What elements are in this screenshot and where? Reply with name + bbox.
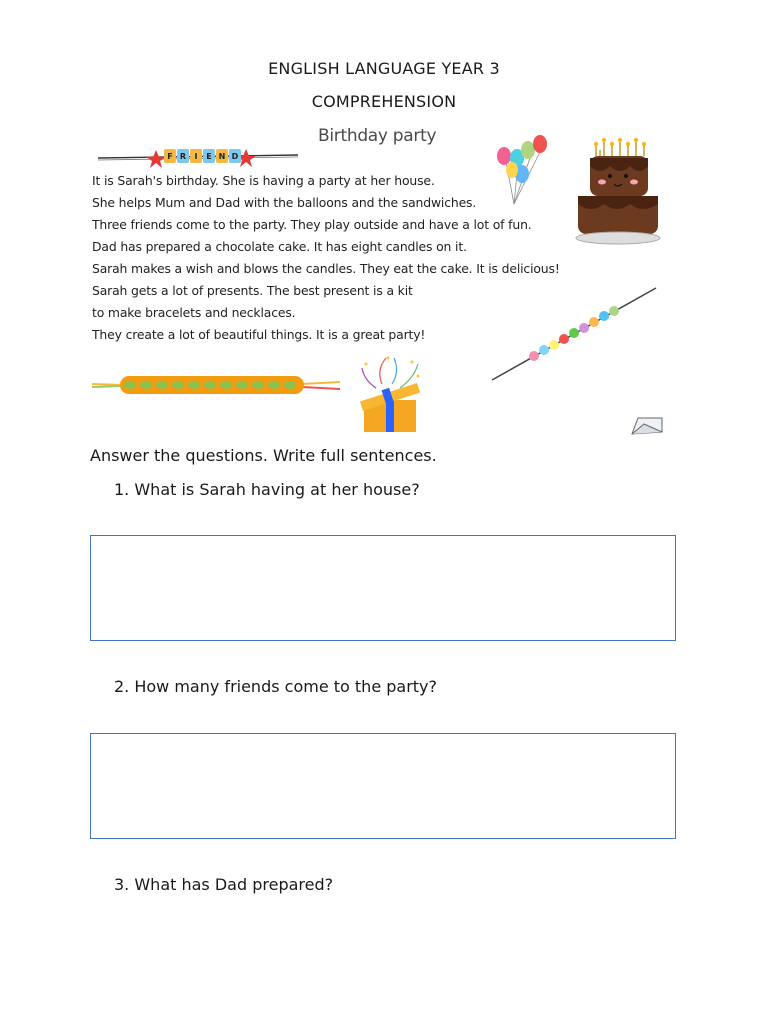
worksheet-title: ENGLISH LANGUAGE YEAR 3 [268, 59, 500, 78]
story-line: They create a lot of beautiful things. It is a great party! [92, 327, 426, 342]
bracelet-letter: I [194, 152, 198, 161]
answer-box-1[interactable] [90, 535, 676, 641]
story-line: Sarah makes a wish and blows the candles. They eat the cake. It is delicious! [92, 261, 560, 276]
bracelet-letter: D [231, 152, 239, 161]
braided-bracelet-illustration [92, 370, 342, 400]
gift-box-illustration [352, 354, 428, 434]
bracelet-letter: E [206, 152, 212, 161]
bracelet-letter: N [218, 152, 226, 161]
story-line: It is Sarah's birthday. She is having a party at her house. [92, 173, 435, 188]
bead-necklace-illustration [488, 284, 660, 384]
story-panel [88, 118, 668, 438]
worksheet-subtitle: COMPREHENSION [311, 92, 457, 111]
story-line: Three friends come to the party. They play outside and have a lot of fun. [92, 217, 532, 232]
chocolate-cake-illustration [574, 138, 662, 250]
question-2: 2. How many friends come to the party? [114, 677, 438, 696]
story-line: Sarah gets a lot of presents. The best present is a kit [92, 283, 413, 298]
instruction-text: Answer the questions. Write full sentences. [90, 446, 437, 465]
bracelet-letter: F [167, 152, 173, 161]
story-line: She helps Mum and Dad with the balloons and the sandwiches. [92, 195, 477, 210]
friend-bracelet-illustration [98, 144, 308, 170]
question-3: 3. What has Dad prepared? [114, 875, 334, 894]
story-line: Dad has prepared a chocolate cake. It has eight candles on it. [92, 239, 467, 254]
story-line: to make bracelets and necklaces. [92, 305, 296, 320]
bracelet-letter: R [179, 152, 187, 161]
story-title: Birthday party [318, 126, 437, 146]
balloons-illustration [492, 134, 554, 206]
answer-box-2[interactable] [90, 733, 676, 839]
question-1: 1. What is Sarah having at her house? [114, 480, 420, 499]
page-curl-icon [630, 416, 664, 436]
